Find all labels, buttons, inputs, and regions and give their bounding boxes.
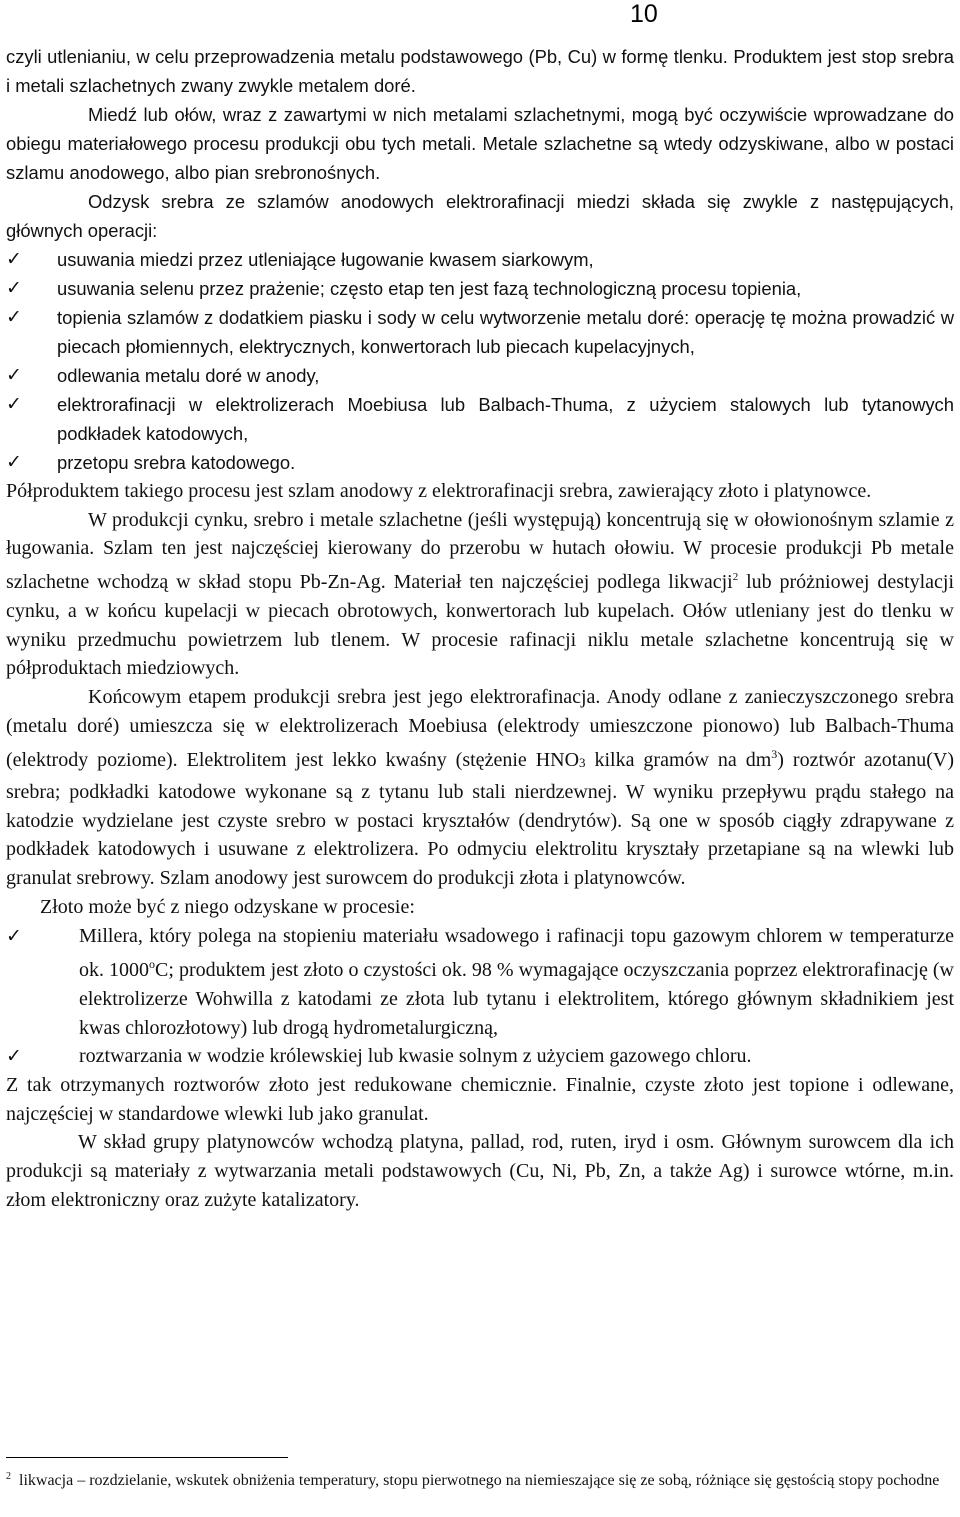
check-icon: ✓	[6, 364, 22, 386]
list-item	[6, 303, 954, 361]
list-item-text: elektrorafinacji w elektrolizerach Moebiusa lub Balbach-Thuma, z użyciem stalowych lub tytanowych podkładek katodowych,	[57, 394, 954, 444]
list-item	[6, 390, 954, 448]
list-item-text-a: Millera, który polega na stopieniu materiału wsadowego i rafinacji topu gazowym chlorem w temperaturze ok. 1000	[79, 924, 954, 982]
page-number: 10	[630, 0, 658, 28]
footnote-marker: 2	[6, 1471, 11, 1482]
paragraph-3: Odzysk srebra ze szlamów anodowych elektrorafinacji miedzi składa się zwykle z następujących, głównych operacji:	[6, 191, 954, 241]
check-icon: ✓	[6, 924, 22, 947]
paragraph-8: Z tak otrzymanych roztworów złoto jest redukowane chemicznie. Finalnie, czyste złoto jest topione i odlewane, najczęściej w standardowe wlewki lub jako granulat.	[6, 1074, 954, 1125]
list-item	[6, 361, 954, 390]
list-item-text: topienia szlamów z dodatkiem piasku i sody w celu wytworzenie metalu doré: operację tę można prowadzić w piecach płomiennych, elektrycznych, konwertorach lub piecach kupelacyjnych,	[57, 307, 954, 357]
list-item	[6, 1042, 954, 1071]
subscript-3: 3	[579, 755, 586, 771]
list-item	[6, 922, 954, 1043]
page-content	[6, 42, 954, 1215]
degree-superscript: o	[149, 957, 156, 972]
paragraph-1: czyli utlenianiu, w celu przeprowadzenia metalu podstawowego (Pb, Cu) w formę tlenku. Produktem jest stop srebra i metali szlachetnych zwany zwykle metalem doré.	[6, 46, 954, 96]
check-icon: ✓	[6, 1045, 22, 1068]
check-icon: ✓	[6, 451, 22, 473]
paragraph-7: Złoto może być z niego odzyskane w procesie:	[40, 895, 415, 918]
check-icon: ✓	[6, 277, 22, 299]
paragraph-5-text-a: W produkcji cynku, srebro i metale szlachetne (jeśli występują) koncentrują się w ołowionośnym szlamie z ługowania. Szlam ten jest najczęściej kierowany do przerobu w hutach ołowiu. W procesie produkcji Pb metale szlachetne wchodzą w skład stopu Pb-Zn-Ag. Materiał ten najczęściej podlega likwacji	[6, 508, 954, 594]
list-item	[6, 448, 954, 477]
paragraph-6-text-b: kilka gramów na dm	[585, 749, 772, 772]
paragraph-6-text-c: ) roztwór azotanu(V) srebra; podkładki katodowe wykonane są z tytanu lub stali nierdzewnej. W wyniku przepływu prądu stałego na katodzie wydzielane jest czyste srebro w postaci kryształów (dendrytów). Są one w sposób ciągły zdrapywane z podkładek katodowych i usuwane z elektrolizera. Po odmyciu elektrolitu kryształy przetapiane są na wlewki lub granulat srebrowy. Szlam anodowy jest surowcem do produkcji złota i platynowców.	[6, 749, 955, 890]
footnote-text: likwacja – rozdzielanie, wskutek obniżenia temperatury, stopu pierwotnego na niemieszające się ze sobą, różniące się gęstością stopy pochodne	[19, 1472, 940, 1489]
list-item-text: przetopu srebra katodowego.	[57, 452, 296, 473]
list-item-text: usuwania miedzi przez utleniające ługowanie kwasem siarkowym,	[57, 249, 594, 270]
list-item-text: usuwania selenu przez prażenie; często etap ten jest fazą technologiczną procesu topienia,	[57, 278, 802, 299]
paragraph-2: Miedź lub ołów, wraz z zawartymi w nich metalami szlachetnymi, mogą być oczywiście wprowadzane do obiegu materiałowego procesu produkcji obu tych metali. Metale szlachetne są wtedy odzyskiwane, albo w postaci szlamu anodowego, albo pian srebronośnych.	[6, 104, 954, 183]
list-item-text: odlewania metalu doré w anody,	[57, 365, 320, 386]
paragraph-5-text-b: lub próżniowej destylacji cynku, a w końcu kupelacji w piecach obrotowych, konwertorach lub kupelach. Ołów utleniany jest do tlenku w wyniku przedmuchu powietrzem lub tlenem. W procesie rafinacji niklu metale szlachetne koncentrują się w półproduktach miedziowych.	[6, 571, 954, 680]
list-item-text-b: C; produktem jest złoto o czystości ok. 98 % wymagające oczyszczania poprzez elektrorafinację (w elektrolizerze Wohwilla z katodami ze złota lub tytanu i elektrolitem, którego głównym składnikiem jest kwas chlorozłotowy) lub drogą hydrometalurgiczną,	[79, 959, 954, 1039]
list-item-text: roztwarzania w wodzie królewskiej lub kwasie solnym z użyciem gazowego chloru.	[79, 1045, 752, 1068]
check-icon: ✓	[6, 393, 22, 415]
paragraph-5	[6, 506, 954, 683]
list-item	[6, 245, 954, 274]
paragraph-4: Półproduktem takiego procesu jest szlam anodowy z elektrorafinacji srebra, zawierający złoto i platynowce.	[6, 480, 872, 502]
check-icon: ✓	[6, 306, 22, 328]
paragraph-9: W skład grupy platynowców wchodzą platyna, pallad, rod, ruten, iryd i osm. Głównym surowcem dla ich produkcji są materiały z wytwarzania metali podstawowych (Cu, Ni, Pb, Zn, a także Ag) i surowce wtórne, m.in. złom elektroniczny oraz zużyte katalizatory.	[6, 1131, 954, 1211]
operations-list	[6, 245, 954, 477]
check-icon: ✓	[6, 248, 22, 270]
paragraph-6	[6, 683, 954, 893]
footnote	[6, 1465, 954, 1493]
superscript-3: 3	[771, 747, 778, 762]
footnote-reference: 2	[732, 571, 739, 584]
footnote-divider	[6, 1457, 288, 1458]
paragraph-6-text-a: Końcowym etapem produkcji srebra jest jego elektrorafinacja. Anody odlane z zanieczyszczonego srebra (metalu doré) umieszcza się w elektrolizerach Moebiusa (elektrody umieszczone pionowo) lub Balbach-Thuma (elektrody poziome). Elektrolitem jest lekko kwaśny (stężenie HNO	[6, 685, 954, 772]
gold-process-list	[6, 922, 954, 1072]
list-item	[6, 274, 954, 303]
